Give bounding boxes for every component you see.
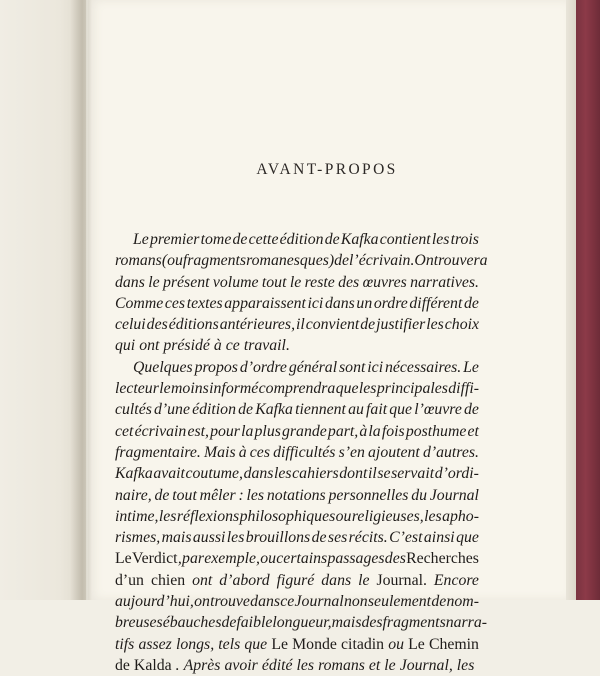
word: Recherches — [406, 550, 479, 568]
word: l’œuvre — [414, 401, 462, 419]
word: apparaissent — [224, 294, 306, 312]
word: mais — [331, 614, 362, 632]
word: Kafka — [115, 465, 153, 483]
word: comprendra — [258, 380, 336, 398]
text-line — [115, 314, 479, 335]
word: part, — [327, 422, 359, 440]
word: de — [154, 486, 170, 504]
word: d’un — [115, 571, 144, 589]
word: du — [411, 486, 427, 504]
word: convient — [305, 316, 360, 334]
word: fragments — [182, 252, 247, 270]
word: on — [194, 593, 210, 611]
word: un — [356, 294, 373, 312]
word: moins — [171, 380, 209, 398]
word: plus — [254, 422, 281, 440]
word: de — [463, 294, 479, 312]
word: romans — [115, 252, 162, 270]
word: ainsi — [423, 529, 455, 547]
word: tout — [172, 486, 197, 504]
text-line — [115, 442, 479, 463]
word: principales — [376, 380, 448, 398]
word: d’ordi- — [434, 465, 479, 483]
word: écrivain — [134, 422, 187, 440]
word: tifs — [115, 635, 135, 653]
word: aussi — [192, 529, 226, 547]
word: cette — [248, 231, 279, 248]
word: romans — [318, 656, 365, 674]
word: il — [367, 465, 377, 483]
page-edge — [566, 0, 576, 600]
word: celui — [115, 316, 146, 334]
word: justifier — [376, 316, 426, 334]
word: Kafka — [340, 231, 379, 248]
word: longueur, — [272, 614, 332, 632]
word: l’écrivain. — [349, 252, 415, 270]
word: intime, — [115, 507, 159, 525]
word: Journal. — [376, 571, 427, 589]
word: informé — [209, 380, 259, 398]
word: dont — [339, 465, 368, 483]
word: la — [368, 422, 381, 440]
word: (ou — [161, 252, 183, 270]
word: longs, — [175, 635, 215, 653]
word: ici — [367, 358, 384, 376]
word: posthume — [405, 422, 467, 440]
word: à — [359, 422, 368, 440]
word: dans — [250, 593, 281, 611]
word: ont — [192, 571, 213, 589]
word: choix — [444, 316, 479, 334]
text-line — [115, 527, 479, 548]
text-line — [115, 335, 479, 356]
word: Le — [408, 635, 425, 653]
word: est, — [187, 422, 209, 440]
word: le — [384, 656, 396, 674]
word: apho- — [442, 507, 479, 525]
word: ordre — [373, 294, 408, 312]
word: mais — [161, 529, 192, 547]
text-line — [115, 548, 479, 569]
word: le — [289, 273, 302, 291]
word: narratives. — [410, 273, 479, 291]
word: exemple, — [204, 550, 260, 568]
word: Monde — [292, 635, 337, 653]
text-line — [115, 485, 479, 506]
word: ces — [249, 443, 270, 461]
word: les — [246, 486, 265, 504]
word: de — [464, 401, 479, 419]
word: avait — [153, 465, 185, 483]
text-line — [115, 463, 479, 484]
word: Après — [183, 656, 221, 674]
word: pour — [210, 422, 240, 440]
word: de — [232, 231, 248, 248]
word: que — [456, 529, 479, 547]
word: des — [338, 273, 360, 291]
word: naire, — [115, 486, 152, 504]
word: narra- — [445, 614, 487, 632]
word: trouvera — [433, 252, 488, 270]
word: Journal — [294, 593, 344, 611]
word: fois — [381, 422, 405, 440]
word: dans — [321, 571, 352, 589]
word: édition — [192, 401, 236, 419]
text-line — [115, 399, 479, 420]
text-line — [115, 421, 479, 442]
word: assez — [138, 635, 172, 653]
word: s’en — [338, 443, 365, 461]
word: tels — [218, 635, 241, 653]
text-line — [115, 634, 479, 655]
word: les — [274, 465, 292, 483]
word: ou — [335, 507, 352, 525]
word: il — [296, 316, 305, 334]
word: les — [424, 507, 442, 525]
word: ou — [260, 550, 277, 568]
word: d’abord — [219, 571, 270, 589]
word: fragmentaire. — [115, 443, 201, 461]
word: textes — [186, 294, 223, 312]
word: Le — [463, 358, 479, 376]
word: Mais — [204, 443, 236, 461]
text-line — [115, 655, 479, 676]
word: aujourd’hui, — [115, 593, 194, 611]
word: ses — [327, 529, 348, 547]
word: réflexions — [176, 507, 240, 525]
word: Comme — [115, 294, 164, 312]
text-line — [115, 612, 487, 633]
word: nécessaires. — [385, 358, 462, 376]
word: Chemin — [428, 635, 479, 653]
word: Journal — [429, 486, 479, 504]
word: dans — [324, 294, 355, 312]
word: brouillons — [245, 529, 311, 547]
text-line — [115, 272, 479, 293]
word: dans — [115, 273, 145, 291]
word: général — [288, 358, 338, 376]
word: des — [384, 550, 406, 568]
word: de — [324, 231, 340, 248]
word: difficultés — [273, 443, 336, 461]
word: propos — [194, 358, 238, 376]
word: par — [182, 550, 204, 568]
word: des — [146, 316, 168, 334]
word: tout — [261, 273, 287, 291]
word: à — [238, 443, 247, 461]
word: diffi- — [448, 380, 479, 398]
word: contient — [379, 231, 431, 248]
word: éditions — [168, 316, 219, 334]
word: , — [177, 550, 182, 568]
word: faible — [236, 614, 273, 632]
word: notations — [266, 486, 326, 504]
word: les — [296, 656, 315, 674]
word: reste — [304, 273, 335, 291]
word: rismes, — [115, 529, 161, 547]
word: antérieures, — [219, 316, 296, 334]
word: qui — [115, 337, 136, 355]
word: trois — [450, 231, 479, 248]
word: ajoutent — [368, 443, 420, 461]
word: d’ordre — [239, 358, 287, 376]
word: trouve — [210, 593, 250, 611]
word: Encore — [433, 571, 479, 589]
word: ont — [139, 337, 160, 355]
word: de — [334, 252, 350, 270]
word: les — [158, 507, 177, 525]
word: au — [348, 401, 364, 419]
word: des — [361, 614, 383, 632]
word: figuré — [276, 571, 315, 589]
word: les — [426, 316, 444, 334]
word: certains — [276, 550, 328, 568]
word: récits. — [348, 529, 388, 547]
word: édition — [279, 231, 324, 248]
word: Kalda — [133, 656, 172, 674]
word: Verdict — [131, 550, 178, 568]
word: avoir — [224, 656, 258, 674]
word: Journal, — [399, 656, 453, 674]
word: volume — [212, 273, 259, 291]
word: Quelques — [133, 358, 193, 376]
word: et — [368, 656, 381, 674]
word: de — [221, 614, 237, 632]
word: différent — [409, 294, 463, 312]
word: tiennent — [295, 401, 346, 419]
text-line — [115, 378, 479, 399]
word: se — [377, 465, 391, 483]
book-cover-edge — [576, 0, 600, 600]
word: seulement — [367, 593, 432, 611]
word: Le — [133, 231, 149, 248]
word: ici — [307, 294, 324, 312]
word: travail. — [243, 337, 290, 355]
word: de — [431, 593, 447, 611]
word: ou — [388, 635, 404, 653]
word: édité — [261, 656, 293, 674]
word: C’est — [389, 529, 423, 547]
word: les — [226, 529, 245, 547]
word: le — [358, 571, 370, 589]
word: fragments — [382, 614, 446, 632]
word: les — [456, 656, 475, 674]
word: religieuses, — [351, 507, 424, 525]
word: que — [335, 380, 359, 398]
word: fait — [366, 401, 388, 419]
word: servait — [391, 465, 435, 483]
text-line — [115, 570, 479, 591]
word: tome — [200, 231, 232, 248]
book-gutter — [70, 0, 92, 600]
word: dans — [243, 465, 274, 483]
word: que — [244, 635, 268, 653]
word: les — [431, 231, 450, 248]
word: présidé — [163, 337, 210, 355]
word: personnelles — [328, 486, 409, 504]
word: Le — [115, 550, 132, 568]
word: nom- — [446, 593, 479, 611]
word: On — [414, 252, 434, 270]
word: premier — [150, 231, 200, 248]
word: coutume, — [185, 465, 243, 483]
chapter-heading: AVANT-PROPOS — [256, 161, 398, 178]
word: les — [358, 380, 377, 398]
word: et — [467, 422, 479, 440]
word: ce — [225, 337, 240, 355]
word: d’une — [154, 401, 190, 419]
word: de — [360, 316, 376, 334]
word: présent — [163, 273, 210, 291]
text-line — [115, 293, 479, 314]
word: de — [115, 656, 130, 674]
word: grande — [282, 422, 327, 440]
word: : — [238, 486, 244, 504]
word: Kafka — [255, 401, 293, 419]
word: que — [389, 401, 413, 419]
word: cultés — [115, 401, 152, 419]
word: sont — [339, 358, 366, 376]
word: ébauches — [162, 614, 222, 632]
text-line — [115, 357, 479, 378]
word: de — [311, 529, 327, 547]
word: romanesques) — [246, 252, 335, 270]
text-line — [115, 229, 479, 250]
word: la — [241, 422, 254, 440]
word: à — [213, 337, 222, 355]
word: philosophiques — [239, 507, 336, 525]
word: cet — [115, 422, 134, 440]
word: breuses — [115, 614, 163, 632]
word: citadin — [341, 635, 385, 653]
word: non — [343, 593, 368, 611]
text-line — [115, 591, 479, 612]
word: chien — [150, 571, 186, 589]
word: lecteur — [115, 380, 159, 398]
word: de — [238, 401, 254, 419]
text-line — [115, 250, 488, 271]
text-line — [115, 506, 479, 527]
word: d’autres. — [422, 443, 479, 461]
word: passages — [327, 550, 385, 568]
word: le — [148, 273, 160, 291]
word: Le — [271, 635, 288, 653]
word: ce — [280, 593, 295, 611]
body-text — [115, 229, 488, 676]
word: . — [175, 656, 180, 674]
word: ces — [164, 294, 186, 312]
word: cahiers — [292, 465, 339, 483]
word: œuvres — [362, 273, 407, 291]
word: le — [159, 380, 171, 398]
word: mêler — [199, 486, 236, 504]
